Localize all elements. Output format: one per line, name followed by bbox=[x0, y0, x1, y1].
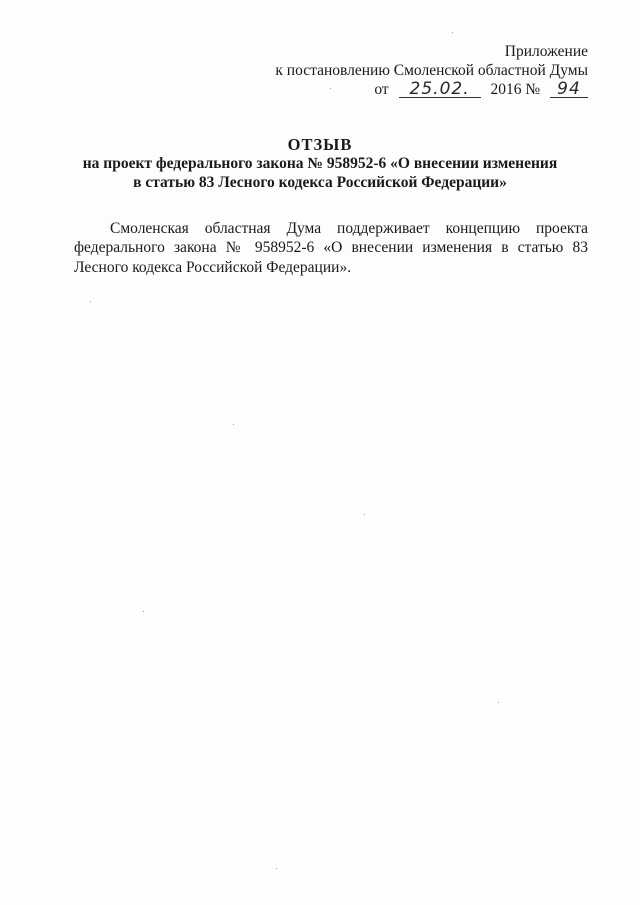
scan-speck bbox=[452, 32, 453, 33]
scan-speck bbox=[276, 868, 277, 869]
scan-speck bbox=[364, 514, 365, 515]
title-line-1: на проект федерального закона № 958952-6 «О внесении изменения bbox=[82, 155, 558, 172]
handwritten-date: 25.02. bbox=[399, 81, 481, 98]
resolution-reference: к постановлению Смоленской областной Думы bbox=[275, 62, 588, 79]
title-line-2: в статью 83 Лесного кодекса Российской Федерации» bbox=[133, 174, 507, 191]
body-paragraph: Смоленская областная Дума поддерживает концепцию проекта федерального закона № 958952-6 «О внесении изменения в статью 83 Лесного кодекса Российской Федерации». bbox=[74, 219, 588, 276]
scan-speck bbox=[90, 301, 91, 302]
date-prefix: от bbox=[374, 81, 389, 98]
year-number-label: 2016 № bbox=[490, 81, 541, 98]
handwritten-number: 94 bbox=[550, 81, 588, 98]
appendix-label: Приложение bbox=[504, 43, 588, 60]
scan-speck bbox=[330, 88, 331, 89]
appendix-header bbox=[275, 42, 588, 99]
scan-speck bbox=[498, 702, 499, 703]
title-heading: ОТЗЫВ bbox=[287, 135, 353, 154]
date-number-line bbox=[275, 80, 588, 99]
scan-speck bbox=[233, 424, 234, 425]
document-title bbox=[0, 135, 640, 192]
scan-speck bbox=[143, 611, 144, 612]
